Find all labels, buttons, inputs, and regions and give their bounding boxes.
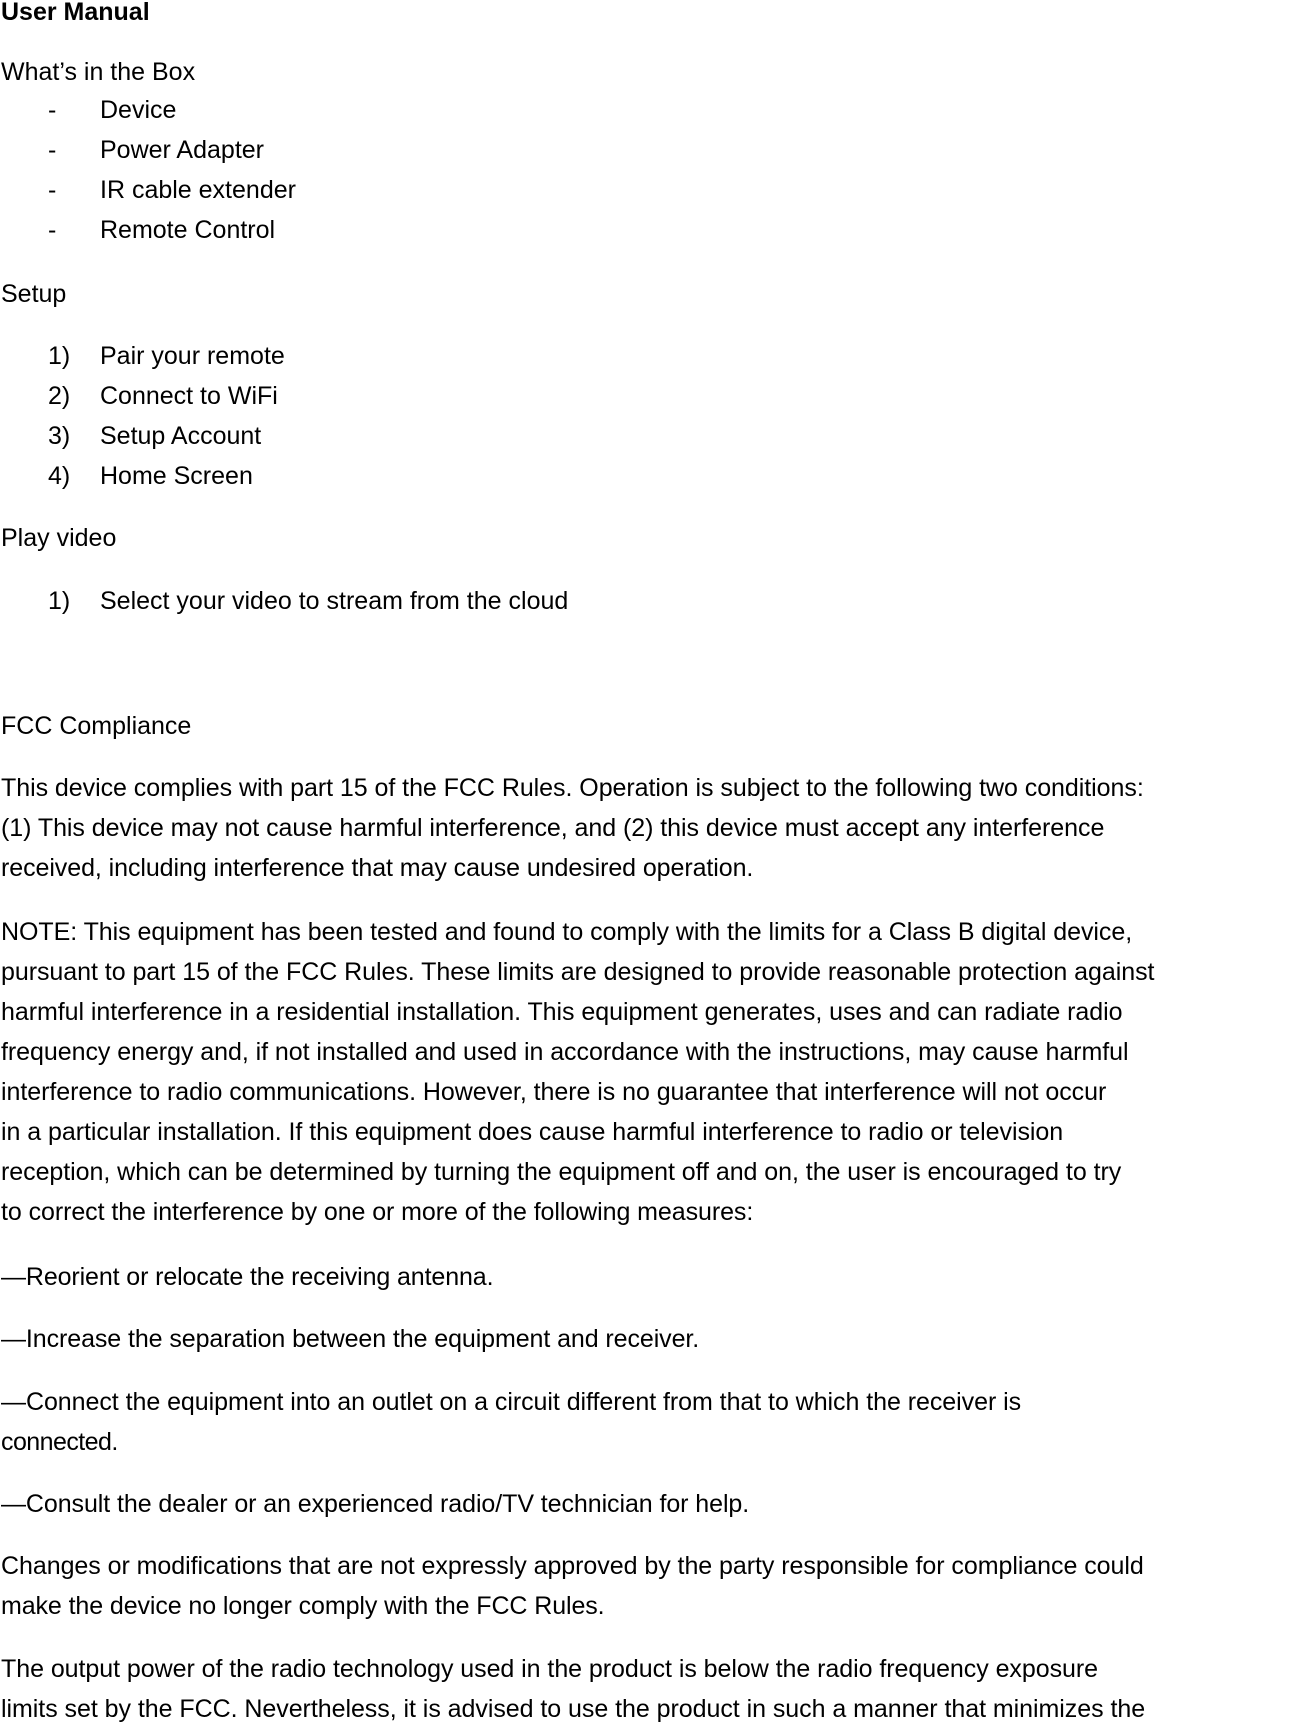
step-text: Setup Account <box>100 422 262 450</box>
step-text: Select your video to stream from the cloud <box>100 587 569 615</box>
list-marker: - <box>48 136 57 164</box>
step-text: Home Screen <box>100 462 253 490</box>
fcc-measure-outlet <box>1 1382 1290 1462</box>
paragraph-line: interference to radio communications. However, there is no guarantee that interference will not occur <box>1 1078 1107 1106</box>
paragraph-line: The output power of the radio technology used in the product is below the radio frequency exposure <box>1 1655 1098 1683</box>
fcc-heading: FCC Compliance <box>1 712 192 740</box>
fcc-measure-reorient <box>1 1257 1290 1297</box>
list-marker: - <box>48 216 57 244</box>
list-item-text: IR cable extender <box>100 176 296 204</box>
paragraph-line: to correct the interference by one or more of the following measures: <box>1 1198 754 1226</box>
step-number: 2) <box>48 382 71 410</box>
paragraph-line: pursuant to part 15 of the FCC Rules. These limits are designed to provide reasonable protection against <box>1 958 1155 986</box>
paragraph-line: —Connect the equipment into an outlet on a circuit different from that to which the receiver is <box>1 1388 1022 1416</box>
step-number: 4) <box>48 462 71 490</box>
step-text: Pair your remote <box>100 342 285 370</box>
fcc-measure-separation <box>1 1319 1290 1359</box>
fcc-paragraph-exposure <box>1 1649 1290 1726</box>
paragraph-line: frequency energy and, if not installed and used in accordance with the instructions, may cause harmful <box>1 1038 1129 1066</box>
fcc-paragraph-note <box>1 912 1290 1232</box>
paragraph-line: connected. <box>1 1428 118 1456</box>
play-video-heading: Play video <box>1 524 117 552</box>
paragraph-line: reception, which can be determined by turning the equipment off and on, the user is encouraged to try <box>1 1158 1122 1186</box>
paragraph-line: Changes or modifications that are not expressly approved by the party responsible for compliance could <box>1 1552 1144 1580</box>
document-title: User Manual <box>1 0 150 26</box>
fcc-measure-consult <box>1 1484 1290 1524</box>
setup-heading: Setup <box>1 280 67 308</box>
list-marker: - <box>48 96 57 124</box>
paragraph-line: limits set by the FCC. Nevertheless, it is advised to use the product in such a manner that minimizes the <box>1 1695 1146 1723</box>
paragraph-line: (1) This device may not cause harmful interference, and (2) this device must accept any interference <box>1 814 1105 842</box>
box-heading: What’s in the Box <box>1 58 196 86</box>
step-number: 3) <box>48 422 71 450</box>
paragraph-line: —Increase the separation between the equipment and receiver. <box>1 1325 700 1353</box>
step-text: Connect to WiFi <box>100 382 278 410</box>
paragraph-line: —Consult the dealer or an experienced radio/TV technician for help. <box>1 1490 750 1518</box>
paragraph-line: make the device no longer comply with the FCC Rules. <box>1 1592 605 1620</box>
paragraph-line: This device complies with part 15 of the FCC Rules. Operation is subject to the following two conditions: <box>1 774 1144 802</box>
fcc-paragraph-changes <box>1 1546 1290 1626</box>
paragraph-line: —Reorient or relocate the receiving antenna. <box>1 1263 494 1291</box>
list-item-text: Device <box>100 96 177 124</box>
step-number: 1) <box>48 587 71 615</box>
list-item-text: Power Adapter <box>100 136 264 164</box>
fcc-paragraph-conditions <box>1 768 1290 888</box>
paragraph-line: NOTE: This equipment has been tested and found to comply with the limits for a Class B digital device, <box>1 918 1133 946</box>
list-item-text: Remote Control <box>100 216 276 244</box>
paragraph-line: harmful interference in a residential installation. This equipment generates, uses and can radiate radio <box>1 998 1123 1026</box>
step-number: 1) <box>48 342 71 370</box>
paragraph-line: received, including interference that may cause undesired operation. <box>1 854 754 882</box>
paragraph-line: in a particular installation. If this equipment does cause harmful interference to radio or television <box>1 1118 1064 1146</box>
list-marker: - <box>48 176 57 204</box>
